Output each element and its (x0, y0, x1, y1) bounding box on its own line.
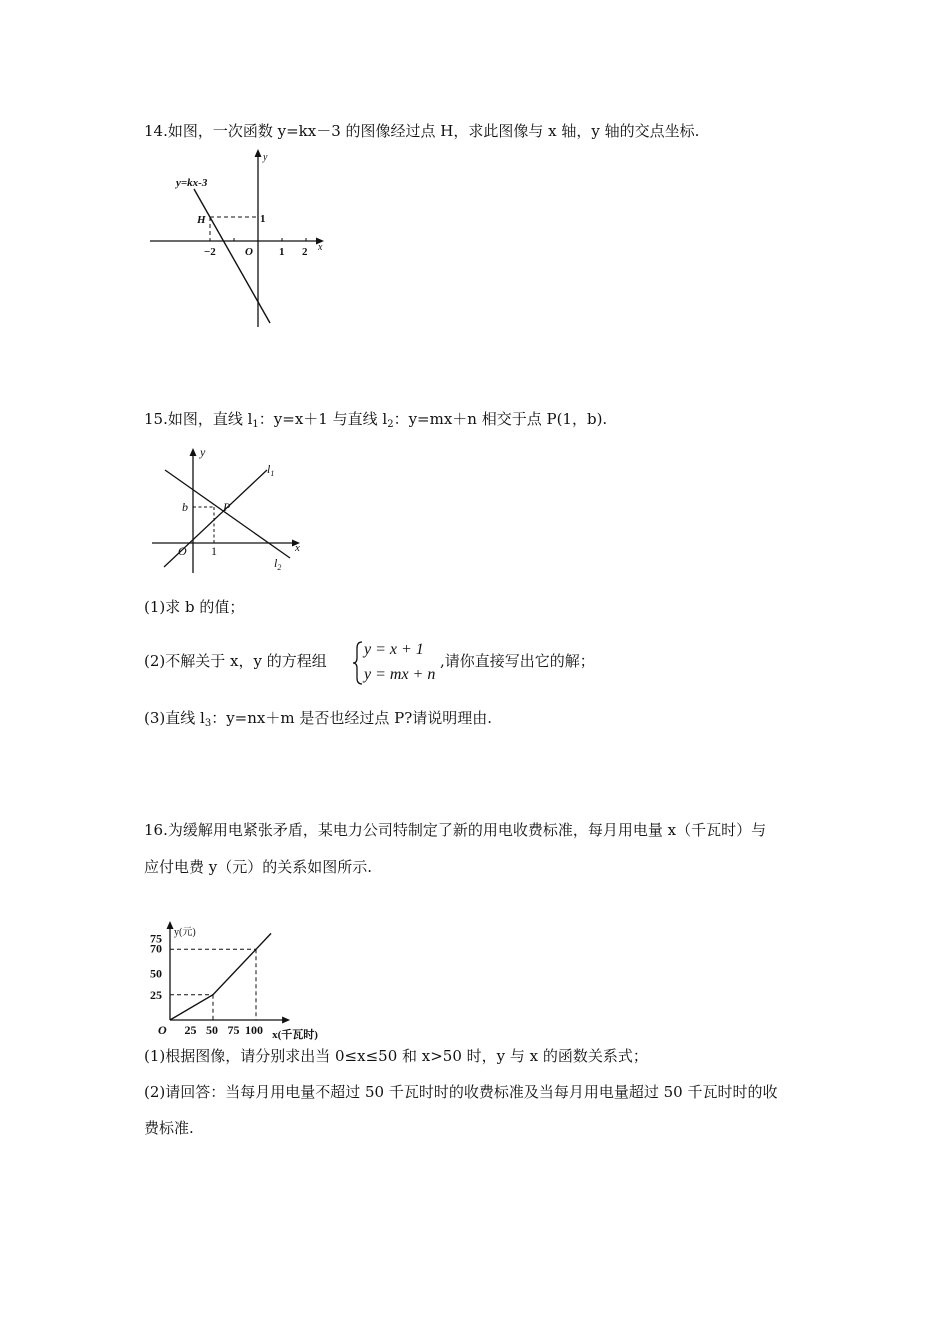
q15-y-arrow (190, 448, 197, 456)
q15-x-label: x (295, 542, 300, 554)
q14-x-axis-label: x (318, 242, 323, 253)
q14-tick-1: 1 (279, 246, 285, 258)
chart-x-arrow (282, 1017, 290, 1024)
q15-system-eq2: y = mx + n (364, 666, 436, 683)
chart-x-tick-25: 25 (184, 1023, 197, 1037)
q15-b-label: b (182, 500, 188, 514)
q15-figure (150, 440, 320, 580)
q15-p-label: P (223, 500, 231, 514)
q14-line-label: y=kx-3 (176, 177, 208, 189)
q16-text-1: 16.为缓解用电紧张矛盾，某电力公司特制定了新的用电收费标准，每月用电量 x（千瓦时）与 (144, 821, 767, 839)
q14-figure (148, 145, 338, 335)
q16-sub2-line1: (2)请回答：当每月用电量不超过 50 千瓦时时的收费标准及当每月用电量超过 50 千瓦时时的收 (144, 1083, 778, 1101)
q15-l2-label: $l_2$ (274, 556, 282, 572)
q15-y-label: y (200, 445, 206, 459)
q15-l1-label: $l_1$ (267, 462, 275, 478)
q14-tick-y1: 1 (260, 213, 266, 225)
chart-x-tick-100: 100 (245, 1023, 263, 1037)
q15-sub2-post: ,请你直接写出它的解； (440, 652, 595, 670)
q14-y-arrow (255, 149, 262, 157)
q15-text: 15.如图，直线 $l_1$：y=x＋1 与直线 $l_2$：y=mx＋n 相交于点 P(1，b). (144, 410, 608, 430)
chart-y-tick-25: 25 (150, 987, 162, 1002)
chart-origin-label: O (158, 1023, 167, 1037)
chart-y-arrow (167, 921, 174, 929)
chart-series-extension (256, 933, 271, 949)
chart-x-tick-75: 75 (227, 1023, 240, 1037)
q15-tick-1: 1 (211, 544, 217, 558)
q14-point-label: H (197, 214, 206, 226)
q15-system-eq1: y = x + 1 (364, 641, 424, 658)
q16-chart (148, 885, 368, 1041)
q14-tick-2: 2 (302, 246, 308, 258)
q15-sub3: (3)直线 $l_3$：y=nx＋m 是否也经过点 P?请说明理由. (144, 709, 493, 729)
q14-y-axis-label: y (263, 152, 268, 163)
q14-origin-label: O (245, 246, 253, 258)
chart-x-tick-50: 50 (206, 1023, 218, 1037)
q15-sub1: (1)求 b 的值； (144, 598, 245, 616)
chart-x-label: x(千瓦时) (272, 1029, 318, 1041)
q14-text: 14.如图，一次函数 y=kx－3 的图像经过点 H，求此图像与 x 轴，y 轴的交点坐标. (144, 122, 700, 140)
chart-y-tick-75: 75 (150, 931, 162, 946)
q15-origin-label: O (178, 544, 187, 558)
chart-y-tick-50: 50 (150, 966, 162, 981)
q15-sub2-pre: (2)不解关于 x，y 的方程组 (144, 652, 327, 670)
q16-text-2: 应付电费 y（元）的关系如图所示. (144, 858, 373, 876)
chart-y-tick-70: 70 (150, 941, 162, 956)
chart-y-label: y(元) (174, 927, 196, 938)
q16-sub1: (1)根据图像，请分别求出当 0≤x≤50 和 x>50 时，y 与 x 的函数关系式； (144, 1047, 648, 1065)
q15-system-brace (352, 640, 364, 686)
q14-tick-neg2: −2 (204, 246, 216, 258)
q16-sub2-line2: 费标准. (144, 1119, 194, 1137)
